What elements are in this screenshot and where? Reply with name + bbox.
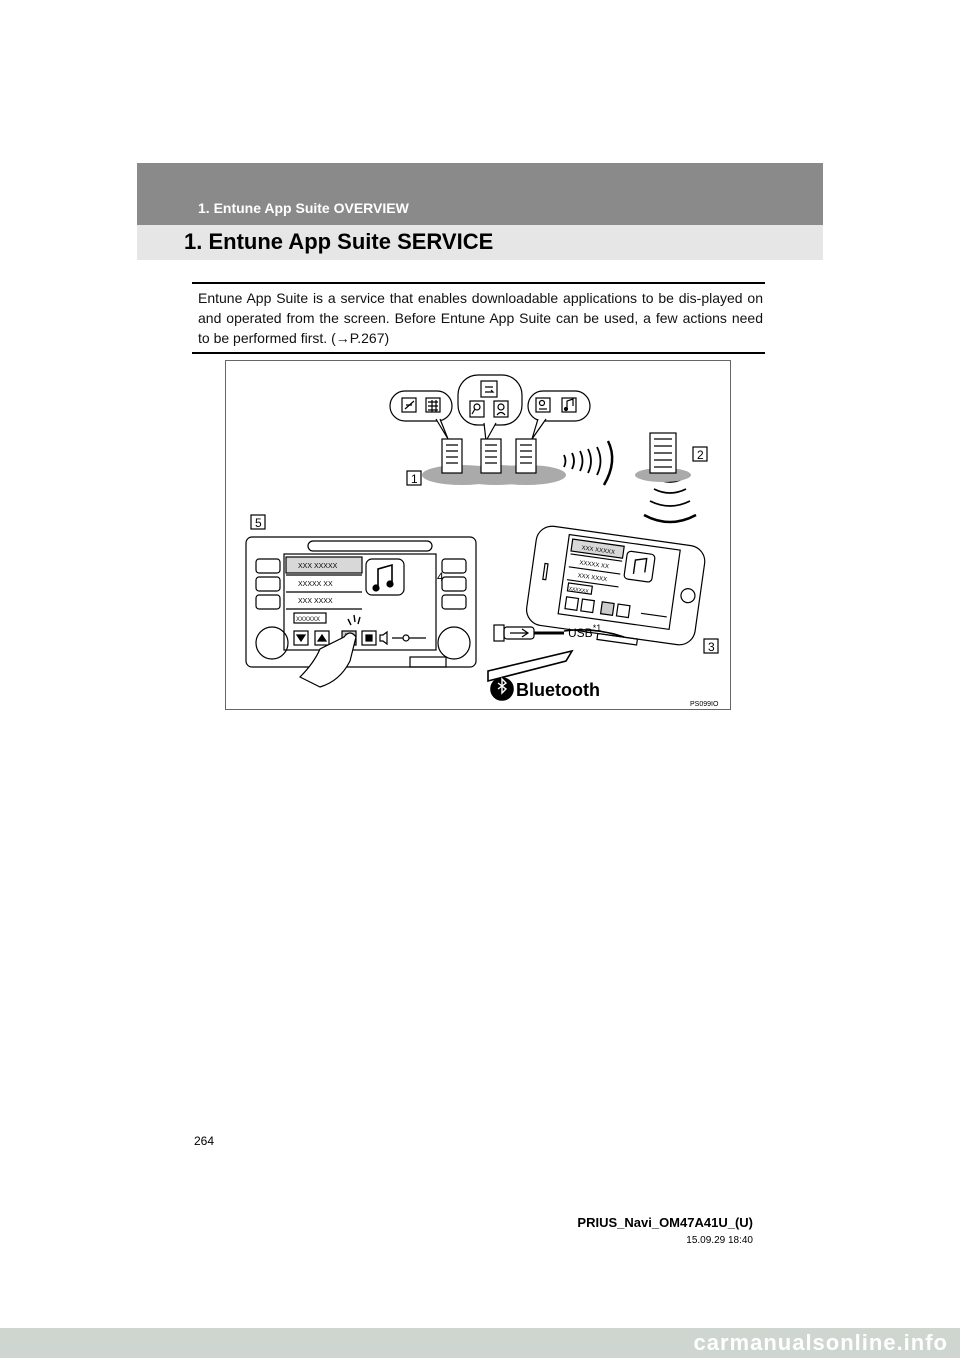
document-timestamp: 15.09.29 18:40 (686, 1235, 753, 1246)
callout-4-label: 4 (437, 570, 444, 584)
document-id: PRIUS_Navi_OM47A41U_(U) (577, 1215, 753, 1230)
page-reference-link[interactable]: (→P.267) (331, 330, 390, 346)
provider-buildings (422, 439, 566, 485)
callout-3-label: 3 (708, 640, 715, 654)
page-title: 1. Entune App Suite SERVICE (184, 229, 494, 254)
head-unit-list-item: XXX XXXX (298, 598, 333, 605)
intro-box (192, 282, 765, 354)
page-number: 264 (194, 1134, 215, 1148)
overview-illustration (226, 361, 730, 709)
usb-superscript: *1 (592, 623, 602, 633)
intro-text: Entune App Suite is a service that enables downloadable applications to be dis-played on and operated from the screen. Before Entune App Suite can be used, a few actions need to be performed first. (198, 290, 763, 346)
head-unit-button-label: XXXXXX (296, 617, 321, 623)
app-bubble-left (390, 391, 452, 439)
section-label: 1. Entune App Suite OVERVIEW (198, 200, 409, 216)
site-watermark-text: carmanualsonline.info (693, 1330, 948, 1355)
phone-list-item: XXXXX XX (578, 560, 610, 571)
usb-label (568, 623, 601, 640)
phone-button-label: XXXXXX (568, 586, 589, 595)
overview-figure (225, 360, 731, 710)
callout-5-label: 5 (255, 516, 262, 530)
head-unit (246, 537, 476, 687)
callout-1-label: 1 (411, 472, 418, 486)
phone-list-item: XXX XXXX (577, 573, 608, 584)
bluetooth-label: Bluetooth (516, 680, 600, 700)
usb-label-text: USB (568, 626, 593, 640)
callout-2-label: 2 (697, 448, 704, 462)
figure-code: PS099IO (690, 701, 719, 708)
server-building (635, 433, 691, 482)
site-watermark (0, 1328, 960, 1358)
app-bubble-right (528, 391, 590, 439)
head-unit-list-item: XXX XXXXX (298, 563, 338, 570)
head-unit-list-item: XXXXX XX (298, 581, 333, 588)
app-bubble-center (458, 375, 522, 441)
phone-list-item: XXX XXXXX (581, 545, 616, 557)
